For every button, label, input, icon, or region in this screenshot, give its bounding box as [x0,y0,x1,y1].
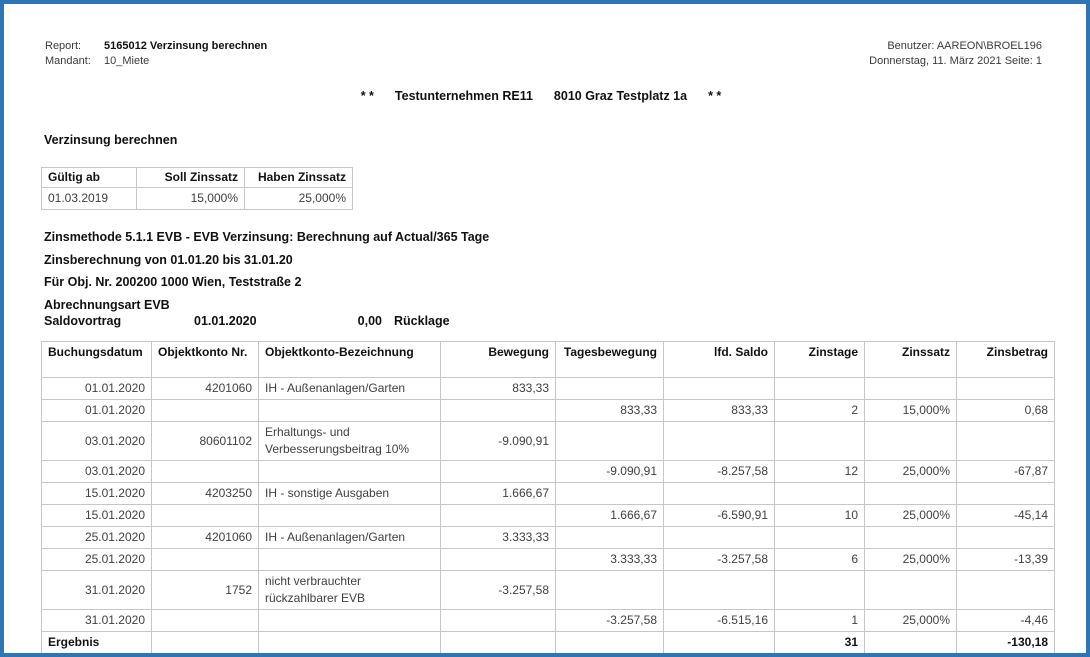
table-cell: IH - sonstige Ausgaben [259,483,441,505]
table-cell: 12 [775,461,865,483]
report-value: 5165012 Verzinsung berechnen [104,40,268,52]
column-header: Haben Zinssatz [245,168,353,188]
table-row [42,610,1055,632]
company-name: Testunternehmen RE11 [394,89,533,103]
table-cell [865,632,957,654]
column-header: lfd. Saldo [664,342,775,378]
table-row [42,461,1055,483]
table-cell [152,400,259,422]
report-meta-row [45,39,267,54]
table-cell: -130,18 [957,632,1055,654]
table-cell: 25.01.2020 [42,549,152,571]
table-cell [865,571,957,610]
table-cell [957,483,1055,505]
column-header: Objektkonto Nr. [152,342,259,378]
table-cell [775,422,865,461]
table-cell: 1.666,67 [556,505,664,527]
header-row [42,342,1055,378]
table-cell [259,461,441,483]
table-cell: 15,000% [865,400,957,422]
table-cell: 31 [775,632,865,654]
table-cell [556,483,664,505]
company-title-line [4,89,1078,103]
column-header: Bewegung [441,342,556,378]
table-cell: 15.01.2020 [42,483,152,505]
table-cell [152,632,259,654]
table-cell: -45,14 [957,505,1055,527]
table-cell [259,632,441,654]
report-label: Report: [45,40,82,52]
saldovortrag-amount: 0,00 [357,314,382,328]
table-cell: 4201060 [152,378,259,400]
table-cell: nicht verbrauchter rückzahlbarer EVB [259,571,441,610]
table-cell [775,483,865,505]
table-cell [664,571,775,610]
user-date-meta [869,39,1042,69]
table-cell [441,505,556,527]
column-header: Buchungsdatum [42,342,152,378]
table-cell: 3.333,33 [441,527,556,549]
table-cell: 1752 [152,571,259,610]
table-cell: 31.01.2020 [42,610,152,632]
table-cell: 15,000% [137,188,245,210]
table-cell [664,378,775,400]
table-cell [865,527,957,549]
info-line: Zinsmethode 5.1.1 EVB - EVB Verzinsung: Berechnung auf Actual/365 Tage [44,230,490,244]
table-cell [556,632,664,654]
table-cell: 25,000% [865,461,957,483]
table-cell [957,422,1055,461]
table-cell [556,422,664,461]
table-cell: 3.333,33 [556,549,664,571]
table-cell [664,422,775,461]
table-cell [259,549,441,571]
table-cell: -67,87 [957,461,1055,483]
table-cell: 01.01.2020 [42,400,152,422]
table-cell [556,527,664,549]
table-row [42,378,1055,400]
table-cell: 10 [775,505,865,527]
table-cell [259,505,441,527]
table-cell: 03.01.2020 [42,461,152,483]
table-cell: 25,000% [245,188,353,210]
info-line: Abrechnungsart EVB [44,297,170,312]
table-cell [556,571,664,610]
table-cell: 25,000% [865,505,957,527]
table-cell [441,400,556,422]
table-cell: 4203250 [152,483,259,505]
column-header: Zinstage [775,342,865,378]
table-cell [664,483,775,505]
table-cell [775,571,865,610]
table-cell: Ergebnis [42,632,152,654]
stars-right: * * [708,89,722,103]
mandant-label: Mandant: [45,55,91,67]
saldovortrag-line [44,314,564,332]
table-row [42,527,1055,549]
table-row [42,400,1055,422]
table-cell [152,505,259,527]
table-cell: -6.590,91 [664,505,775,527]
table-cell [259,610,441,632]
table-cell: -3.257,58 [664,549,775,571]
user-line: Benutzer: AAREON\BROEL196 [887,40,1042,52]
date-page-line: Donnerstag, 11. März 2021 Seite: 1 [869,55,1042,67]
column-header: Zinssatz [865,342,957,378]
table-cell: 25.01.2020 [42,527,152,549]
table-cell [152,461,259,483]
table-row [42,505,1055,527]
table-cell: 833,33 [441,378,556,400]
table-cell: 0,68 [957,400,1055,422]
table-cell: -3.257,58 [441,571,556,610]
table-cell: IH - Außenanlagen/Garten [259,378,441,400]
table-cell: 31.01.2020 [42,571,152,610]
table-cell: -3.257,58 [556,610,664,632]
table-cell: -4,46 [957,610,1055,632]
table-row [42,571,1055,610]
table-cell: 833,33 [556,400,664,422]
table-cell: 2 [775,400,865,422]
column-header: Gültig ab [42,168,137,188]
report-meta [45,39,267,69]
interest-rates-table [41,167,353,210]
table-cell: 833,33 [664,400,775,422]
table-cell: 01.03.2019 [42,188,137,210]
header-row [42,168,353,188]
saldovortrag-suffix: Rücklage [394,314,450,328]
table-cell: -8.257,58 [664,461,775,483]
table-cell: 4201060 [152,527,259,549]
mandant-meta-row [45,54,267,69]
table-cell [259,400,441,422]
column-header: Soll Zinssatz [137,168,245,188]
table-cell: -9.090,91 [441,422,556,461]
table-cell: -6.515,16 [664,610,775,632]
table-cell: 80601102 [152,422,259,461]
page-title: Verzinsung berechnen [44,133,178,147]
table-cell [441,549,556,571]
table-cell [865,378,957,400]
table-row [42,422,1055,461]
table-cell [441,610,556,632]
table-row [42,549,1055,571]
table-cell [865,483,957,505]
table-cell: 6 [775,549,865,571]
table-cell [152,610,259,632]
table-cell [556,378,664,400]
column-header: Objektkonto-Bezeichnung [259,342,441,378]
table-cell: Erhaltungs- und Verbesserungsbeitrag 10% [259,422,441,461]
table-cell [152,549,259,571]
table-cell: 25,000% [865,610,957,632]
table-cell [664,632,775,654]
company-address: 8010 Graz Testplatz 1a [553,89,688,103]
table-cell: IH - Außenanlagen/Garten [259,527,441,549]
table-row [42,483,1055,505]
table-cell: 01.01.2020 [42,378,152,400]
table-cell: -9.090,91 [556,461,664,483]
saldovortrag-label: Saldovortrag [44,314,122,328]
stars-left: * * [360,89,374,103]
column-header: Zinsbetrag [957,342,1055,378]
interest-calculation-table [41,341,1055,654]
info-line: Zinsberechnung von 01.01.20 bis 31.01.20 [44,252,293,267]
table-cell [865,422,957,461]
table-cell [775,378,865,400]
table-cell [775,527,865,549]
table-cell: 15.01.2020 [42,505,152,527]
table-row [42,188,353,210]
table-cell: 25,000% [865,549,957,571]
saldovortrag-date: 01.01.2020 [194,314,257,328]
table-cell: 03.01.2020 [42,422,152,461]
column-header: Tagesbewegung [556,342,664,378]
table-cell [664,527,775,549]
table-cell [441,632,556,654]
mandant-value: 10_Miete [104,55,150,67]
calculation-info-lines [44,226,489,316]
table-cell: -13,39 [957,549,1055,571]
table-cell [957,527,1055,549]
table-cell [441,461,556,483]
table-cell: 1 [775,610,865,632]
table-cell: 1.666,67 [441,483,556,505]
table-cell [957,378,1055,400]
table-row [42,632,1055,654]
table-cell [957,571,1055,610]
info-line: Für Obj. Nr. 200200 1000 Wien, Teststraße 2 [44,275,302,289]
